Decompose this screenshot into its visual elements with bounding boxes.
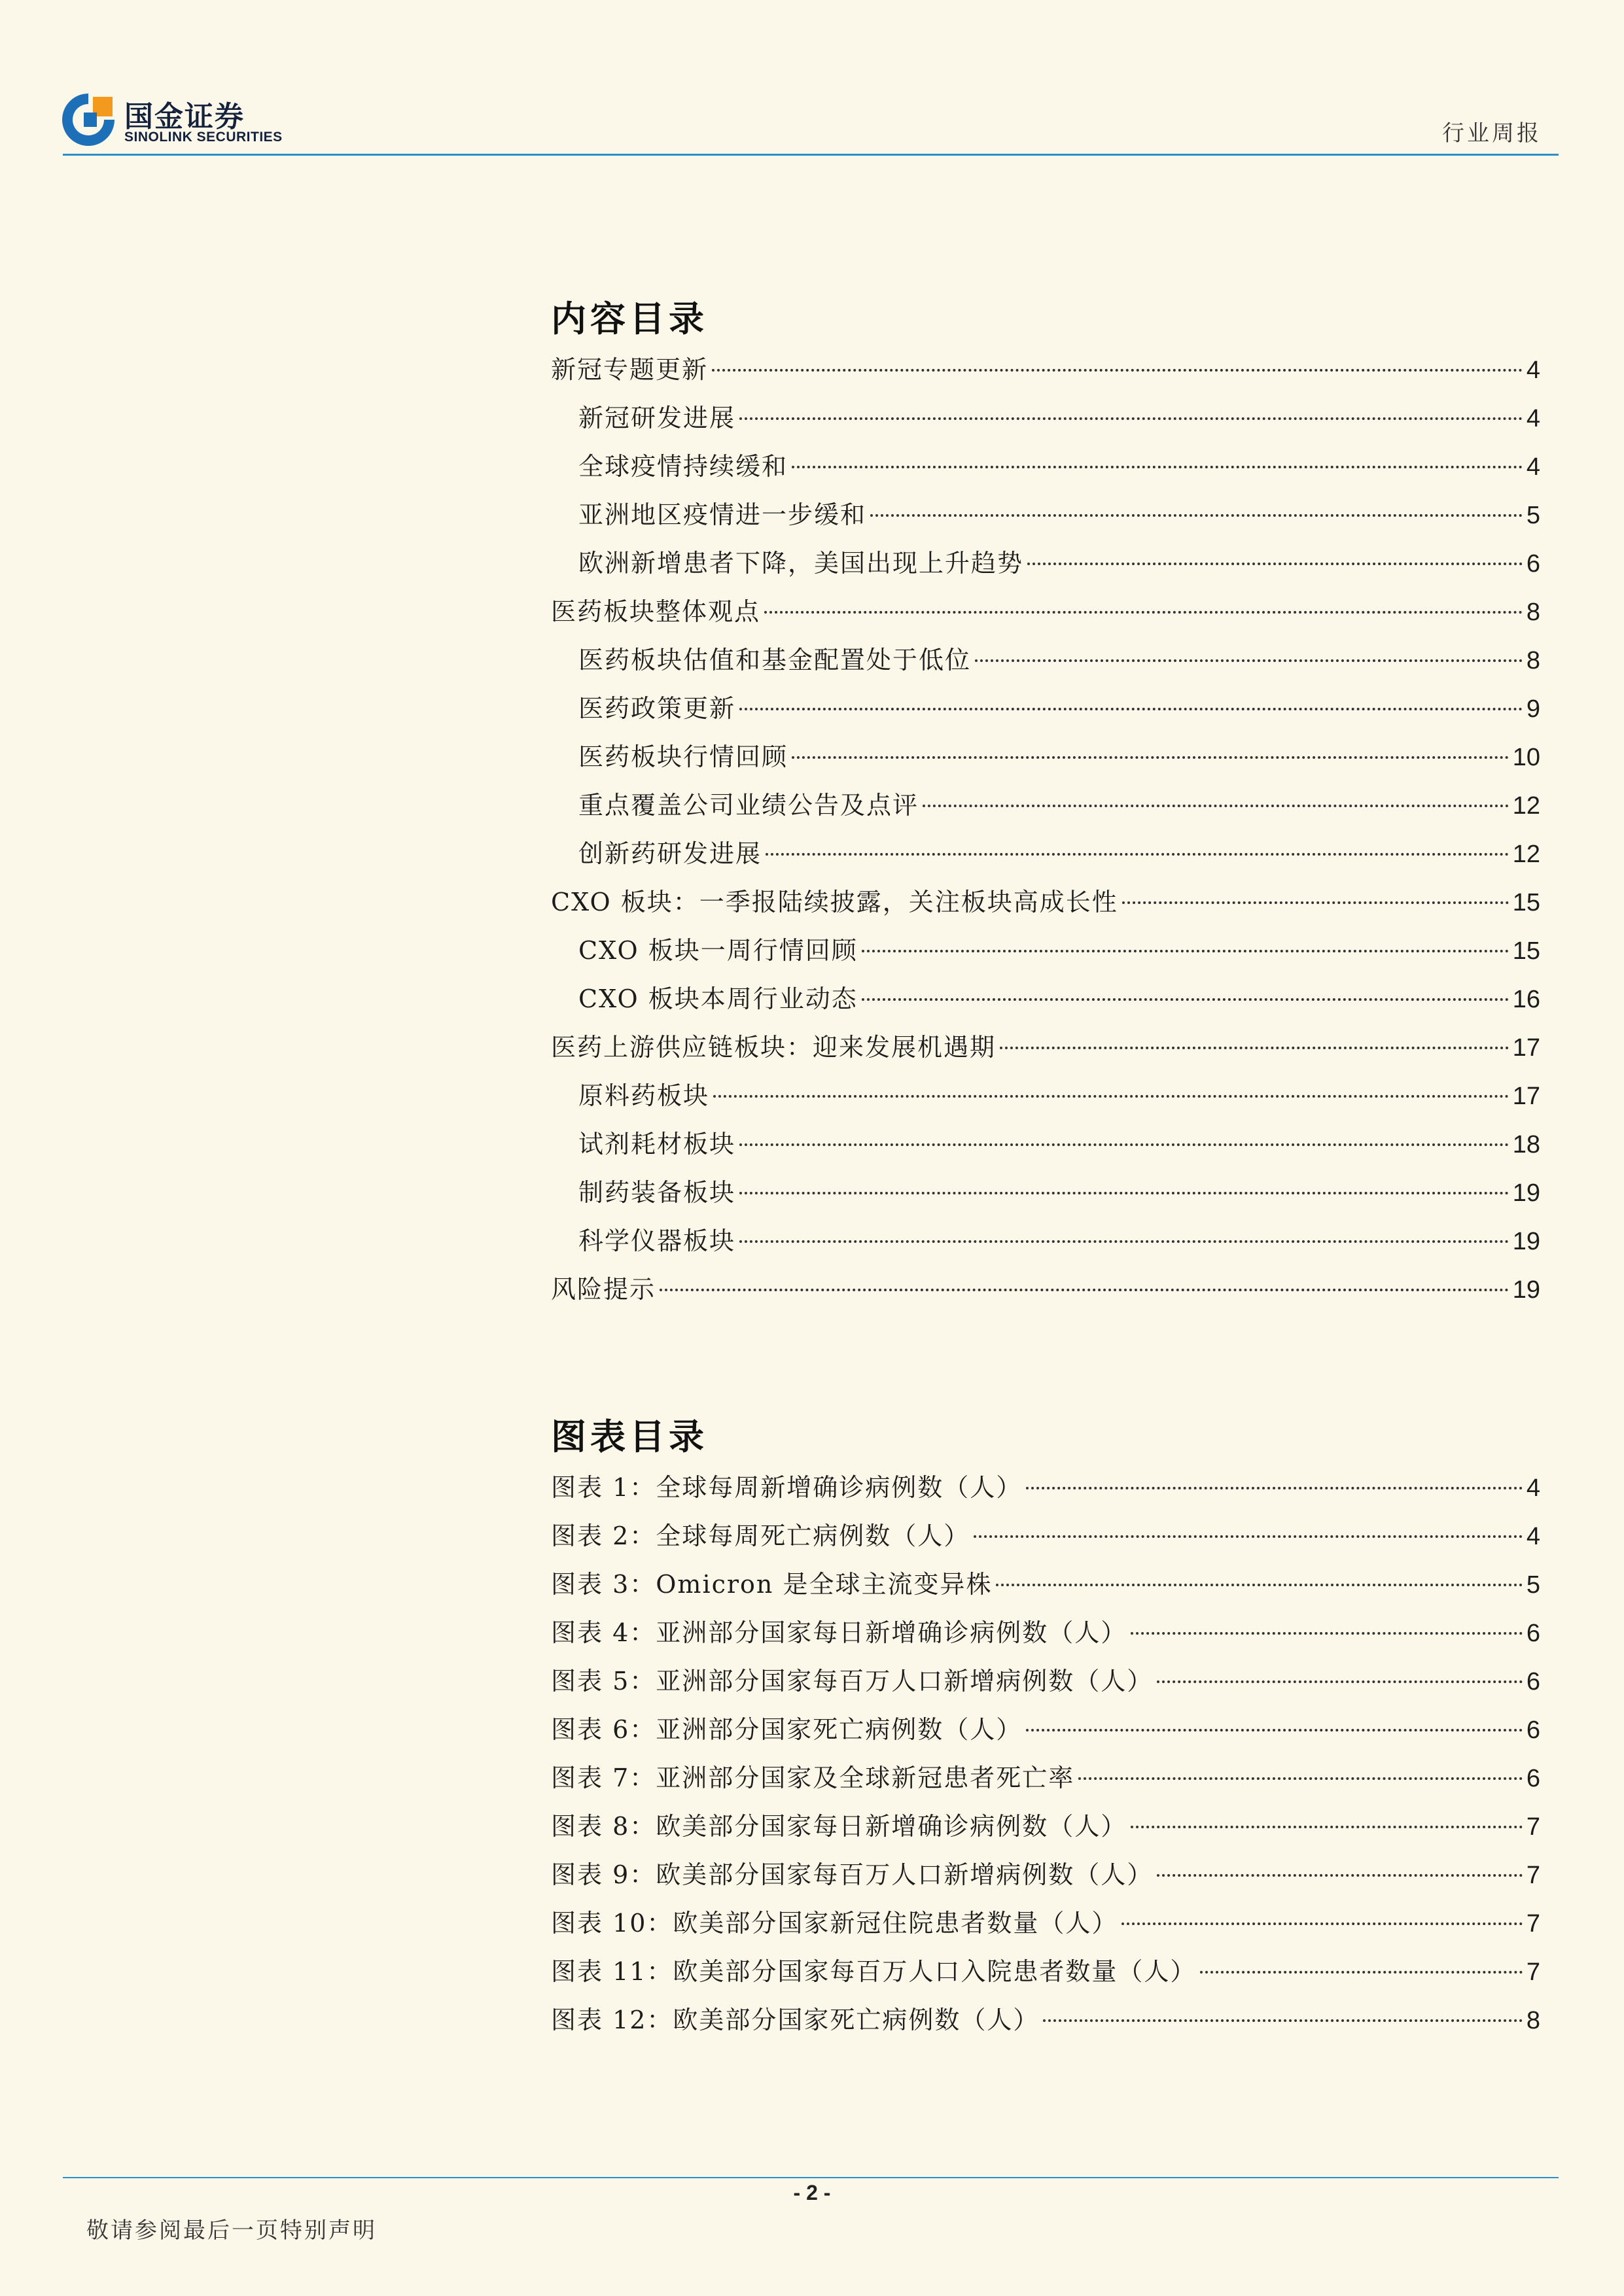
- toc-entry-page: 17: [1512, 1034, 1540, 1062]
- toc-entry[interactable]: [551, 926, 1540, 975]
- dot-leader: [1027, 563, 1523, 565]
- dot-leader: [1131, 1632, 1523, 1635]
- report-type-label: 行业周报: [1442, 120, 1542, 147]
- toc-entry-title: 欧洲新增患者下降，美国出现上升趋势: [578, 549, 1024, 578]
- header-divider: [63, 154, 1559, 156]
- toc-entry-title: CXO 板块本周行业动态: [578, 984, 858, 1013]
- figure-entry-page: 5: [1526, 1571, 1540, 1599]
- dot-leader: [1121, 1922, 1522, 1925]
- toc-entry-page: 15: [1512, 937, 1540, 965]
- toc-entry[interactable]: [551, 345, 1540, 394]
- figures-title: 图表目录: [551, 1416, 708, 1457]
- sinolink-logo-icon: [60, 92, 116, 148]
- toc-entry-page: 8: [1526, 599, 1540, 626]
- dot-leader: [739, 1192, 1509, 1194]
- toc-entry[interactable]: [551, 636, 1540, 684]
- toc-entry[interactable]: [551, 975, 1540, 1023]
- dot-leader: [712, 369, 1523, 372]
- figures-section: [551, 1411, 1540, 2044]
- figure-entry-page: 7: [1526, 1813, 1540, 1841]
- toc-entry-page: 8: [1526, 647, 1540, 674]
- figure-entry[interactable]: [551, 1463, 1540, 1512]
- toc-entry-page: 12: [1512, 841, 1540, 868]
- dot-leader: [1078, 1777, 1523, 1780]
- toc-entry-title: 风险提示: [551, 1275, 656, 1304]
- dot-leader: [1043, 2019, 1522, 2022]
- toc-entry-page: 6: [1526, 550, 1540, 578]
- figure-entry[interactable]: [551, 1560, 1540, 1609]
- toc-entry-title: 医药板块估值和基金配置处于低位: [578, 646, 972, 674]
- figure-entry-page: 7: [1526, 1862, 1540, 1889]
- dot-leader: [739, 708, 1523, 710]
- toc-entry-title: CXO 板块一周行情回顾: [578, 936, 858, 965]
- toc-entry-page: 19: [1512, 1228, 1540, 1255]
- page-header: [0, 0, 1624, 157]
- toc-entry[interactable]: [551, 394, 1540, 442]
- dot-leader: [739, 1240, 1509, 1243]
- toc-entry-title: 医药政策更新: [578, 694, 736, 723]
- toc-entry[interactable]: [551, 587, 1540, 636]
- toc-entry[interactable]: [551, 781, 1540, 829]
- toc-entry-title: 医药板块行情回顾: [578, 742, 788, 771]
- figure-entry[interactable]: [551, 1512, 1540, 1560]
- dot-leader: [792, 756, 1509, 759]
- dot-leader: [975, 659, 1523, 662]
- figure-entry-page: 4: [1526, 1474, 1540, 1502]
- toc-entry-page: 9: [1526, 695, 1540, 723]
- toc-entry-title: 新冠研发进展: [578, 404, 736, 432]
- toc-entry[interactable]: [551, 1023, 1540, 1071]
- toc-entry-title: 医药上游供应链板块：迎来发展机遇期: [551, 1033, 997, 1062]
- figure-entry-page: 7: [1526, 1958, 1540, 1986]
- toc-entry-page: 4: [1526, 357, 1540, 384]
- figure-entry-title: 图表 1：全球每周新增确诊病例数（人）: [551, 1473, 1023, 1502]
- dot-leader: [1122, 901, 1509, 904]
- company-logo: [60, 92, 296, 150]
- figure-entry-page: 6: [1526, 1668, 1540, 1696]
- toc-entry-title: 原料药板块: [578, 1081, 710, 1110]
- toc-section: [551, 293, 1540, 1313]
- dot-leader: [870, 514, 1523, 517]
- toc-entry[interactable]: [551, 491, 1540, 539]
- toc-entry-title: 创新药研发进展: [578, 839, 762, 868]
- toc-entry-page: 16: [1512, 986, 1540, 1013]
- dot-leader: [660, 1289, 1509, 1291]
- dot-leader: [923, 805, 1509, 807]
- toc-entry-title: 重点覆盖公司业绩公告及点评: [578, 791, 919, 820]
- figure-entry-page: 6: [1526, 1620, 1540, 1647]
- dot-leader: [764, 611, 1523, 614]
- dot-leader: [1157, 1874, 1523, 1877]
- figure-entry[interactable]: [551, 1705, 1540, 1754]
- dot-leader: [1000, 1047, 1509, 1049]
- footer-divider: [63, 2177, 1559, 2178]
- toc-entry[interactable]: [551, 878, 1540, 926]
- logo-english-name: SINOLINK SECURITIES: [124, 130, 283, 145]
- toc-entry[interactable]: [551, 1265, 1540, 1313]
- figure-entry-page: 6: [1526, 1765, 1540, 1792]
- figure-entry-title: 图表 3：Omicron 是全球主流变异株: [551, 1570, 993, 1599]
- figure-entry-title: 图表 8：欧美部分国家每日新增确诊病例数（人）: [551, 1812, 1127, 1841]
- toc-entry[interactable]: [551, 539, 1540, 587]
- toc-entry[interactable]: [551, 829, 1540, 878]
- toc-entry-title: 全球疫情持续缓和: [578, 452, 788, 481]
- toc-entry-page: 19: [1512, 1179, 1540, 1207]
- dot-leader: [974, 1535, 1523, 1538]
- toc-entry-title: 新冠专题更新: [551, 355, 709, 384]
- toc-entry[interactable]: [551, 684, 1540, 733]
- toc-entry-title: 医药板块整体观点: [551, 597, 761, 626]
- toc-entry-page: 4: [1526, 453, 1540, 481]
- dot-leader: [739, 417, 1523, 420]
- figure-entry-page: 8: [1526, 2007, 1540, 2034]
- toc-entry-title: 亚洲地区疫情进一步缓和: [578, 500, 867, 529]
- toc-entry-page: 19: [1512, 1276, 1540, 1304]
- figure-entry-title: 图表 6：亚洲部分国家死亡病例数（人）: [551, 1715, 1023, 1744]
- figure-entry-page: 4: [1526, 1523, 1540, 1550]
- dot-leader: [766, 853, 1509, 856]
- figure-entry-title: 图表 10：欧美部分国家新冠住院患者数量（人）: [551, 1909, 1118, 1938]
- figure-entry-title: 图表 12：欧美部分国家死亡病例数（人）: [551, 2006, 1040, 2034]
- toc-entry-title: CXO 板块：一季报陆续披露，关注板块高成长性: [551, 888, 1118, 916]
- toc-entry-page: 12: [1512, 792, 1540, 820]
- toc-entry-title: 试剂耗材板块: [578, 1130, 736, 1158]
- dot-leader: [862, 998, 1509, 1001]
- toc-entry-page: 10: [1512, 744, 1540, 771]
- disclaimer: 敬请参阅最后一页特别声明: [86, 2218, 377, 2244]
- toc-entry-page: 15: [1512, 889, 1540, 916]
- toc-entry[interactable]: [551, 442, 1540, 491]
- toc-entry-page: 18: [1512, 1131, 1540, 1158]
- figure-entry-title: 图表 11：欧美部分国家每百万人口入院患者数量（人）: [551, 1957, 1197, 1986]
- figure-entry-title: 图表 7：亚洲部分国家及全球新冠患者死亡率: [551, 1764, 1075, 1792]
- dot-leader: [739, 1143, 1509, 1146]
- toc-title: 内容目录: [551, 298, 708, 339]
- figure-entry-title: 图表 2：全球每周死亡病例数（人）: [551, 1522, 970, 1550]
- dot-leader: [1026, 1729, 1523, 1731]
- dot-leader: [1157, 1680, 1523, 1683]
- toc-entry-title: 制药装备板块: [578, 1178, 736, 1207]
- figure-entry[interactable]: [551, 1609, 1540, 1657]
- dot-leader: [862, 950, 1509, 952]
- figure-entry[interactable]: [551, 1657, 1540, 1705]
- figure-entry-page: 6: [1526, 1716, 1540, 1744]
- figure-entry-title: 图表 9：欧美部分国家每百万人口新增病例数（人）: [551, 1860, 1154, 1889]
- toc-entry-title: 科学仪器板块: [578, 1226, 736, 1255]
- logo-chinese-name: 国金证券: [124, 100, 245, 133]
- figure-entry-title: 图表 5：亚洲部分国家每百万人口新增病例数（人）: [551, 1667, 1154, 1696]
- figure-entry[interactable]: [551, 1899, 1540, 1947]
- toc-entry[interactable]: [551, 1071, 1540, 1120]
- toc-entry-page: 17: [1512, 1083, 1540, 1110]
- dot-leader: [1200, 1971, 1522, 1974]
- figure-entry[interactable]: [551, 1802, 1540, 1851]
- toc-entry[interactable]: [551, 1168, 1540, 1217]
- dot-leader: [1026, 1487, 1523, 1489]
- figure-entry-page: 7: [1526, 1910, 1540, 1938]
- toc-entry[interactable]: [551, 733, 1540, 781]
- dot-leader: [792, 466, 1523, 468]
- toc-entry[interactable]: [551, 1120, 1540, 1168]
- dot-leader: [713, 1095, 1509, 1098]
- figure-entry[interactable]: [551, 1851, 1540, 1899]
- figure-entry[interactable]: [551, 1947, 1540, 1996]
- figure-entry[interactable]: [551, 1996, 1540, 2044]
- figure-entry-title: 图表 4：亚洲部分国家每日新增确诊病例数（人）: [551, 1618, 1127, 1647]
- figures-list: [551, 1463, 1540, 2044]
- toc-entry-page: 5: [1526, 502, 1540, 529]
- page-number: - 2 -: [793, 2181, 831, 2204]
- figure-entry[interactable]: [551, 1754, 1540, 1802]
- dot-leader: [996, 1584, 1522, 1586]
- dot-leader: [1131, 1826, 1523, 1828]
- toc-list: [551, 345, 1540, 1313]
- toc-entry[interactable]: [551, 1217, 1540, 1265]
- toc-entry-page: 4: [1526, 405, 1540, 432]
